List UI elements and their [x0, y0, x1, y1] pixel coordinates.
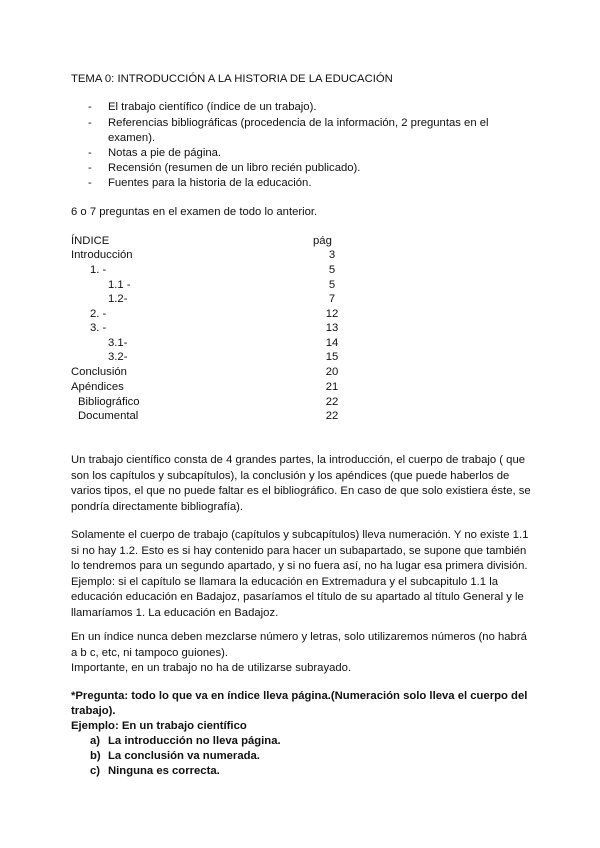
- answer-option-letter: b): [90, 750, 101, 762]
- answer-option-text: Ninguna es correcta.: [108, 765, 220, 777]
- toc-row-page: 5: [328, 279, 336, 291]
- list-item-text-cont: examen).: [108, 132, 156, 144]
- toc-row-label: 2. -: [90, 308, 107, 320]
- toc-row-label: 3. -: [90, 322, 107, 334]
- page-title: TEMA 0: INTRODUCCIÓN A LA HISTORIA DE LA EDUCACIÓN: [71, 73, 393, 85]
- toc-row-page: 22: [325, 396, 339, 408]
- toc-row-label: Documental: [78, 410, 139, 422]
- toc-row-page: 13: [325, 322, 339, 334]
- paragraph-index-rules: [71, 630, 541, 677]
- toc-row-label: 1.2-: [108, 293, 128, 305]
- toc-row-page: 22: [325, 410, 339, 422]
- answer-option-letter: c): [90, 765, 101, 777]
- toc-header: ÍNDICE: [71, 235, 110, 247]
- paragraph-structure: [71, 453, 541, 515]
- paragraph-line: varios tipos, el que no puede faltar es el bibliográfico. En caso de que solo existiera éste, se: [71, 485, 531, 497]
- toc-row-label: Apéndices: [71, 381, 124, 393]
- list-item-text: Fuentes para la historia de la educación.: [108, 177, 312, 189]
- paragraph-line: Importante, en un trabajo no ha de utilizarse subrayado.: [71, 662, 352, 674]
- paragraph-line: educación educación en Badajoz, pasaríamos el título de su apartado al título General y le: [71, 591, 524, 603]
- list-dash: -: [88, 177, 92, 189]
- list-dash: -: [88, 101, 92, 113]
- toc-row-label: 1.1 -: [108, 279, 131, 291]
- paragraph-line: llamaríamos 1. La educación en Badajoz.: [71, 606, 279, 619]
- toc-row-label: Conclusión: [71, 366, 127, 378]
- paragraph-line: si no hay 1.2. Esto es si hay contenido para hacer un subapartado, se supone que también: [71, 544, 527, 557]
- paragraph-line: a b c, etc, ni tampoco guiones).: [71, 646, 228, 659]
- list-item-text: Notas a pie de página.: [108, 147, 222, 159]
- list-dash: -: [88, 117, 92, 129]
- toc-row-label: 3.1-: [108, 337, 128, 349]
- toc-row-page: 14: [325, 337, 339, 349]
- list-item-text: Recensión (resumen de un libro recién publicado).: [108, 162, 361, 174]
- paragraph-line: Un trabajo científico consta de 4 grandes partes, la introducción, el cuerpo de trabajo ( que: [71, 454, 526, 466]
- answer-option-letter: a): [90, 735, 101, 747]
- toc-row-label: 3.2-: [108, 351, 128, 363]
- toc-row-label: 1. -: [90, 264, 107, 276]
- paragraph-line: Solamente el cuerpo de trabajo (capítulos y subcapítulos) lleva numeración. Y no existe 1.1: [71, 529, 529, 541]
- list-dash: -: [88, 162, 92, 174]
- list-item-text: El trabajo científico (índice de un trabajo).: [108, 101, 317, 113]
- paragraph-line: son los capítulos y subcapítulos), la conclusión y los apéndices (que puede haberlos de: [71, 469, 510, 482]
- paragraph-line: Ejemplo: si el capítulo se llamara la educación en Extremadura y el subcapitulo 1.1 la: [71, 575, 499, 588]
- toc-row-page: 7: [328, 293, 336, 305]
- toc-row-page: 5: [328, 264, 336, 276]
- answer-option-text: La introducción no lleva página.: [108, 735, 281, 747]
- toc-row-label: Introducción: [71, 249, 133, 261]
- paragraph-line: En un índice nunca deben mezclarse número y letras, solo utilizaremos números (no habrá: [71, 631, 527, 643]
- toc-row-page: 12: [325, 308, 339, 320]
- toc-row-page: 21: [325, 381, 339, 393]
- list-item-text: Referencias bibliográficas (procedencia de la información, 2 preguntas en el: [108, 117, 489, 129]
- question-text: *Pregunta: todo lo que va en índice lleva página.(Numeración solo lleva el cuerpo del: [71, 690, 528, 702]
- toc-row-label: Bibliográfico: [78, 396, 140, 408]
- toc-page-header: pág: [313, 235, 332, 247]
- paragraph-line: lo tendremos para un segundo apartado, y si no fuera así, no ha lugar esa primera división.: [71, 560, 528, 572]
- paragraph-numbering: [71, 528, 541, 621]
- toc-row-page: 15: [325, 351, 339, 363]
- question-text-cont: trabajo).: [71, 705, 116, 717]
- toc-row-page: 20: [325, 366, 339, 378]
- exam-note: 6 o 7 preguntas en el examen de todo lo anterior.: [71, 206, 318, 218]
- paragraph-line: pondría directamente bibliografía).: [71, 500, 244, 513]
- list-dash: -: [88, 147, 92, 159]
- answer-option-text: La conclusión va numerada.: [108, 750, 260, 762]
- toc-row-page: 3: [328, 249, 336, 261]
- example-heading: Ejemplo: En un trabajo científico: [71, 720, 247, 732]
